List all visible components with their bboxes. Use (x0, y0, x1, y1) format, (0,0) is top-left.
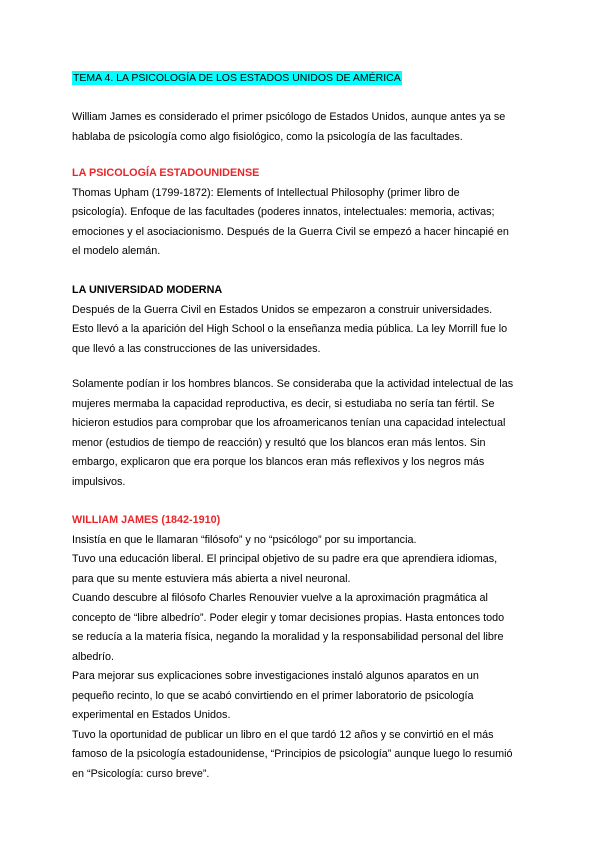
text-line: en “Psicología: curso breve”. (72, 767, 210, 780)
text-line: emociones y el asociacionismo. Después de la Guerra Civil se empezó a hacer hincapié en (72, 225, 509, 238)
text-line: famoso de la psicología estadounidense, “Principios de psicología” aunque luego lo resumió (72, 748, 513, 760)
section-universidad-moderna (72, 281, 532, 359)
text-line: el modelo alemán. (72, 245, 161, 257)
section-william-james (72, 511, 532, 784)
universidad-paragraph-2 (72, 375, 532, 492)
text-line: Insistía en que le llamaran “filósofo” y no “psicólogo” por su importancia. (72, 533, 417, 546)
text-line: Tuvo una educación liberal. El principal objetivo de su padre era que aprendiera idiomas, (72, 553, 498, 565)
text-line: experimental en Estados Unidos. (72, 709, 231, 721)
section-heading: LA UNIVERSIDAD MODERNA (72, 284, 223, 296)
text-line: para que su mente estuviera más abierta a nivel neuronal. (72, 572, 351, 585)
text-line: hicieron estudios para comprobar que los afroamericanos tenían una capacidad intelectual (72, 417, 506, 429)
section-psicologia-estadounidense (72, 164, 532, 262)
text-line: menor (estudios de tiempo de reacción) y resultó que los blancos eran más lentos. Sin (72, 436, 486, 449)
text-line: Thomas Upham (1799-1872): Elements of Intellectual Philosophy (primer libro de (72, 186, 460, 199)
text-line: Solamente podían ir los hombres blancos. Se consideraba que la actividad intelectual de las (72, 378, 514, 390)
section-heading: LA PSICOLOGÍA ESTADOUNIDENSE (72, 167, 260, 179)
text-line: Para mejorar sus explicaciones sobre investigaciones instaló algunos aparatos en un (72, 670, 479, 682)
text-line: embargo, explicaron que era porque los blancos eran más reflexivos y los negros más (72, 456, 485, 468)
text-line: Después de la Guerra Civil en Estados Unidos se empezaron a construir universidades. (72, 303, 493, 316)
text-line: albedrío. (72, 650, 115, 663)
intro-paragraph (72, 108, 532, 147)
text-line: pequeño recinto, lo que se acabó convirtiendo en el primer laboratorio de psicología (72, 689, 474, 702)
text-line: se reducía a la materia física, negando la moralidad y la responsabilidad personal del libre (72, 631, 504, 643)
text-line: Cuando descubre al filósofo Charles Renouvier vuelve a la aproximación pragmática al (72, 592, 488, 604)
text-line: concepto de “libre albedrío”. Poder elegir y tomar decisiones propias. Hasta entonces todo (72, 611, 505, 624)
text-line: William James es considerado el primer psicólogo de Estados Unidos, aunque antes ya se (72, 111, 506, 123)
text-line: mujeres mermaba la capacidad reproductiva, es decir, si estudiaba no sería tan fértil. Se (72, 397, 495, 410)
page-title: TEMA 4. LA PSICOLOGÍA DE LOS ESTADOS UNIDOS DE AMÉRICA (73, 72, 401, 84)
text-line: Esto llevó a la aparición del High School o la enseñanza media pública. La ley Morrill fue lo (72, 323, 508, 335)
text-line: hablaba de psicología como algo fisiológico, como la psicología de las facultades. (72, 130, 463, 143)
text-line: que llevó a las construcciones de las universidades. (72, 342, 321, 355)
text-line: psicología). Enfoque de las facultades (poderes innatos, intelectuales: memoria, activas; (72, 206, 495, 218)
text-line: Tuvo la oportunidad de publicar un libro en el que tardó 12 años y se convirtió en el más (72, 728, 494, 741)
text-line: impulsivos. (72, 475, 126, 488)
section-heading: WILLIAM JAMES (1842-1910) (72, 514, 221, 526)
